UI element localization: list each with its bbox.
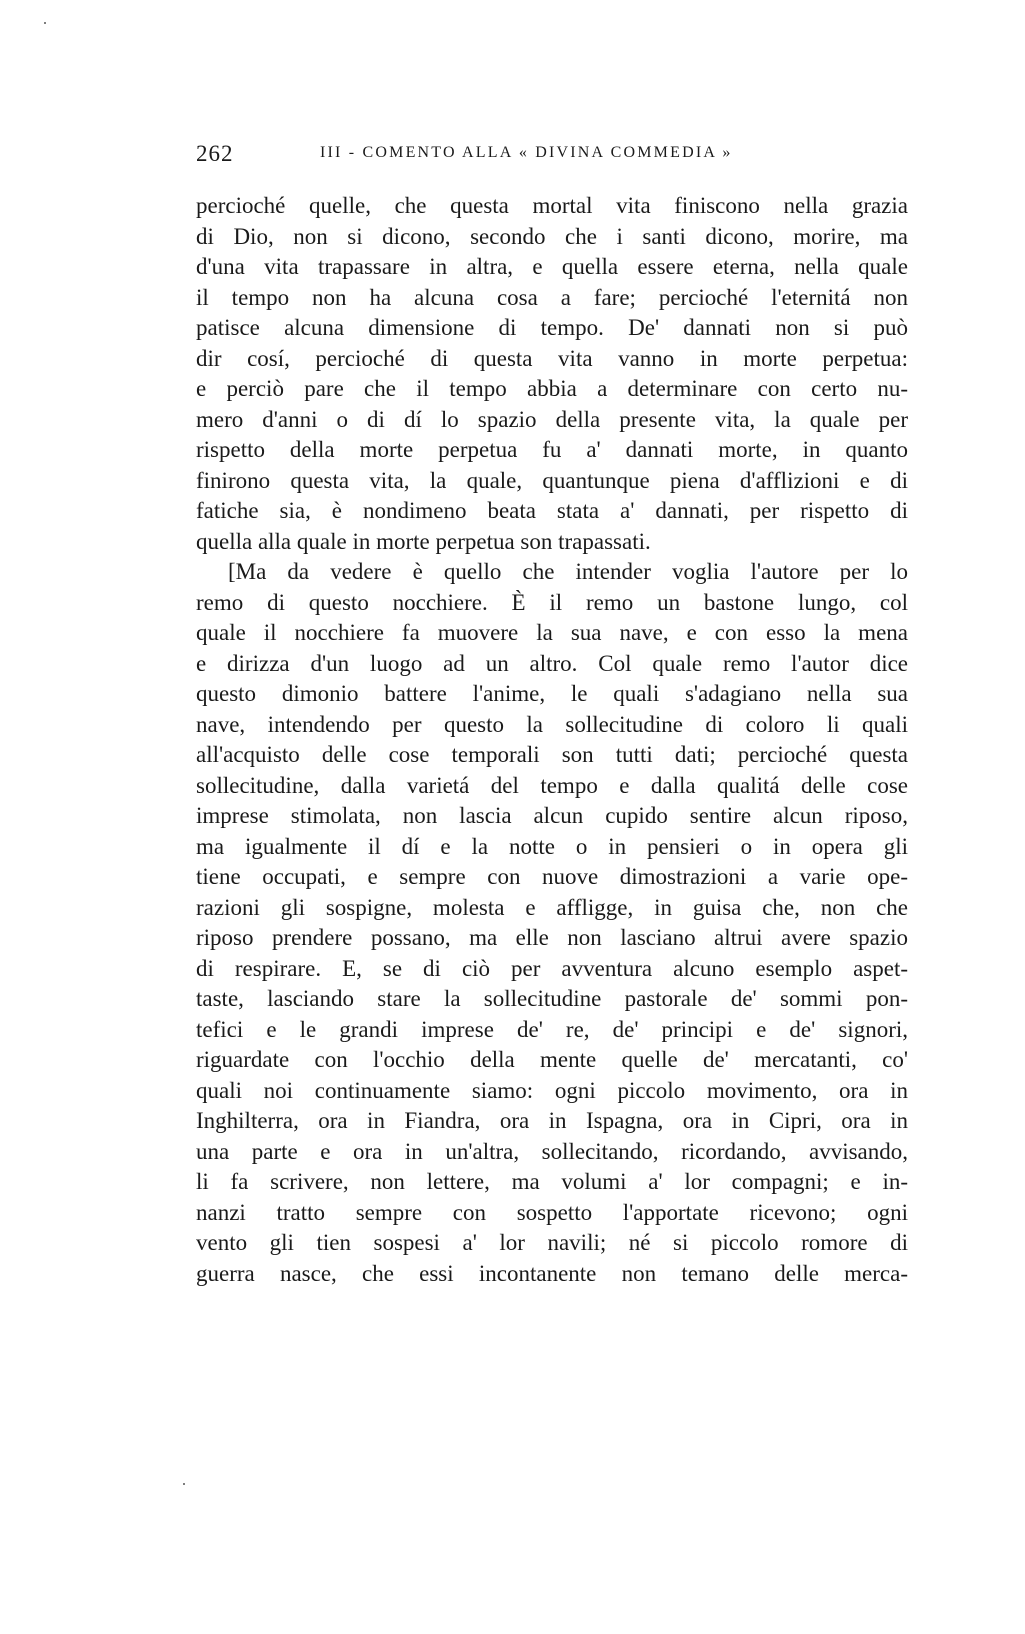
text-line: finirono questa vita, la quale, quantunque piena d'afflizioni e di	[196, 467, 908, 493]
text-line: riposo prendere possano, ma elle non lasciano altrui avere spazio	[196, 925, 908, 950]
text-line: riguardate con l'occhio della mente quelle de' mercatanti, co'	[196, 1047, 908, 1072]
text-line: li fa scrivere, non lettere, ma volumi a' lor compagni; e in-	[196, 1169, 908, 1194]
text-line: nanzi tratto sempre con sospetto l'apportate ricevono; ogni	[196, 1199, 908, 1225]
text-line: dir cosí, percioché di questa vita vanno in morte perpetua:	[196, 345, 908, 371]
text-line: tiene occupati, e sempre con nuove dimostrazioni a varie ope-	[196, 864, 908, 889]
text-line: quali noi continuamente siamo: ogni piccolo movimento, ora in	[196, 1077, 908, 1103]
text-line: razioni gli sospigne, molesta e affligge, in guisa che, non che	[196, 894, 908, 920]
text-line: quella alla quale in morte perpetua son trapassati.	[196, 528, 651, 554]
text-line: sollecitudine, dalla varietá del tempo e dalla qualitá delle cose	[196, 772, 908, 798]
text-line: e dirizza d'un luogo ad un altro. Col quale remo l'autor dice	[196, 650, 908, 676]
text-line: patisce alcuna dimensione di tempo. De' dannati non si può	[196, 315, 908, 340]
text-line: tefici e le grandi imprese de' re, de' principi e de' signori,	[196, 1016, 908, 1042]
running-head: III - COMENTO ALLA « DIVINA COMMEDIA »	[320, 144, 733, 161]
text-line: di respirare. E, se di ciò per avventura alcuno esemplo aspet-	[196, 955, 908, 981]
scan-speck	[183, 1483, 185, 1485]
text-line: imprese stimolata, non lascia alcun cupido sentire alcun riposo,	[196, 803, 908, 828]
text-line: rispetto della morte perpetua fu a' dannati morte, in quanto	[196, 437, 908, 462]
scan-speck	[44, 22, 46, 24]
text-line: quale il nocchiere fa muovere la sua nave, e con esso la mena	[196, 620, 908, 645]
text-line: guerra nasce, che essi incontanente non temano delle merca-	[196, 1260, 908, 1286]
text-line: taste, lasciando stare la sollecitudine pastorale de' sommi pon-	[196, 986, 908, 1011]
text-line: remo di questo nocchiere. È il remo un bastone lungo, col	[196, 589, 908, 615]
text-line: d'una vita trapassare in altra, e quella essere eterna, nella quale	[196, 254, 908, 279]
text-line: [Ma da vedere è quello che intender voglia l'autore per lo	[228, 559, 908, 584]
text-line: percioché quelle, che questa mortal vita finiscono nella grazia	[196, 193, 908, 218]
text-line: di Dio, non si dicono, secondo che i santi dicono, morire, ma	[196, 223, 908, 249]
text-line: vento gli tien sospesi a' lor navili; né si piccolo romore di	[196, 1230, 908, 1255]
text-line: questo dimonio battere l'anime, le quali s'adagiano nella sua	[196, 681, 908, 706]
text-line: e perciò pare che il tempo abbia a determinare con certo nu-	[196, 376, 908, 401]
text-line: il tempo non ha alcuna cosa a fare; percioché l'eternitá non	[196, 284, 908, 310]
text-line: una parte e ora in un'altra, sollecitando, ricordando, avvisando,	[196, 1138, 908, 1164]
body-text	[196, 191, 908, 1289]
text-line: ma igualmente il dí e la notte o in pensieri o in opera gli	[196, 833, 908, 859]
text-line: all'acquisto delle cose temporali son tutti dati; percioché questa	[196, 742, 908, 767]
text-line: fatiche sia, è nondimeno beata stata a' dannati, per rispetto di	[196, 498, 908, 523]
text-line: Inghilterra, ora in Fiandra, ora in Ispagna, ora in Cipri, ora in	[196, 1108, 908, 1133]
text-line: nave, intendendo per questo la sollecitudine di coloro li quali	[196, 711, 908, 737]
text-line: mero d'anni o di dí lo spazio della presente vita, la quale per	[196, 406, 908, 432]
page-number: 262	[196, 141, 234, 166]
